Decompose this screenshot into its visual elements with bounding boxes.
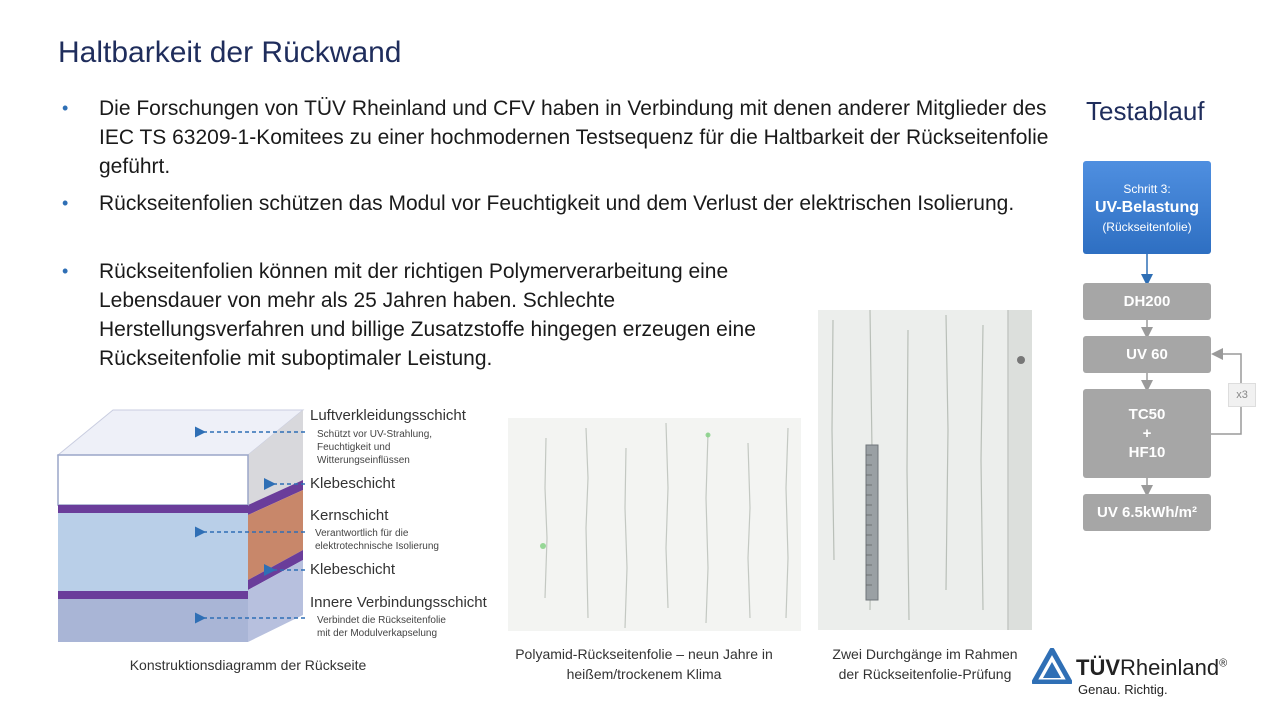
frame-hole — [1017, 356, 1025, 364]
photo1-caption — [496, 644, 792, 684]
flow-step-uv65: UV 6.5kWh/m² — [1083, 494, 1211, 531]
layer-desc-outer — [317, 428, 432, 467]
layer-desc-inner — [317, 614, 446, 640]
brand-bold: TÜV — [1076, 655, 1120, 680]
registered-mark: ® — [1219, 657, 1228, 670]
photo-background — [818, 310, 1032, 630]
photo2-caption — [808, 644, 1042, 684]
photo-background — [508, 418, 801, 631]
desc-line: mit der Modulverkapselung — [317, 628, 438, 639]
tuv-brand-name — [1076, 655, 1227, 681]
desc-line: Witterungseinflüssen — [317, 455, 410, 466]
bullet-dot: • — [62, 193, 69, 213]
caption-line: Zwei Durchgänge im Rahmen — [832, 646, 1018, 662]
layer-label-adhesive-1: Klebeschicht — [310, 475, 396, 492]
layer-label-inner: Innere Verbindungsschicht — [310, 594, 487, 611]
flow-step-dh200: DH200 — [1083, 283, 1211, 320]
desc-line: elektrotechnische Isolierung — [315, 541, 439, 552]
caption-line: Polyamid-Rückseitenfolie – neun Jahre in — [515, 646, 773, 662]
bullet-dot: • — [62, 261, 69, 281]
step-line: TC50 — [1128, 406, 1166, 423]
flow-title: Testablauf — [1086, 96, 1205, 126]
slide-title: Haltbarkeit der Rückwand — [58, 36, 402, 69]
bullet-dot: • — [62, 98, 69, 118]
flow-step-uv60: UV 60 — [1083, 336, 1211, 373]
diagram-caption: Konstruktionsdiagramm der Rückseite — [129, 657, 367, 673]
step-label: Schritt 3: — [1123, 181, 1171, 196]
step-title: UV-Belastung — [1094, 198, 1199, 216]
desc-line: Verantwortlich für die — [315, 528, 409, 539]
step-line: + — [1142, 425, 1152, 442]
layer-label-outer: Luftverkleidungsschicht — [310, 407, 466, 424]
photo-polyamide-backsheet — [508, 418, 801, 631]
layer-desc-core — [315, 527, 439, 553]
photo-backsheet-test — [818, 310, 1032, 630]
tuv-triangle-logo-icon — [1032, 648, 1072, 684]
bullet-text: Die Forschungen von TÜV Rheinland und CFV haben in Verbindung mit denen anderer Mitglieder des IEC TS 63209-1-Komitees zu einer hochmodernen Testsequenz für die Haltbarkeit der Rückseitenfolie geführt. — [99, 97, 1049, 178]
caption-line: der Rückseitenfolie-Prüfung — [838, 666, 1012, 682]
flow-step-uv-exposure — [1083, 161, 1211, 254]
layer-arrows — [195, 420, 315, 630]
green-spot — [540, 543, 546, 549]
desc-line: Feuchtigkeit und — [317, 442, 391, 453]
ruler — [866, 445, 878, 600]
flow-step-tc50-hf10 — [1083, 389, 1211, 478]
green-spot — [706, 433, 711, 438]
tuv-slogan: Genau. Richtig. — [1078, 682, 1168, 697]
loop-count-badge: x3 — [1228, 383, 1256, 407]
bullet-text: Rückseitenfolien können mit der richtigen Polymerverarbeitung eine Lebensdauer von mehr als 25 Jahren haben. Schlechte Herstellungsverfahren und billige Zusatzstoffe hingegen erzeugen eine Rückseitenfolie mit suboptimaler Leistung. — [99, 260, 756, 370]
step-sub: (Rückseitenfolie) — [1102, 219, 1192, 234]
desc-line: Schützt vor UV-Strahlung, — [317, 429, 433, 440]
step-line: HF10 — [1128, 444, 1166, 461]
caption-line: heißem/trockenem Klima — [566, 666, 722, 682]
desc-line: Verbindet die Rückseitenfolie — [317, 615, 446, 626]
layer-label-adhesive-2: Klebeschicht — [310, 561, 396, 578]
brand-regular: Rheinland — [1120, 655, 1220, 680]
layer-label-core: Kernschicht — [310, 507, 389, 524]
bullet-text: Rückseitenfolien schützen das Modul vor Feuchtigkeit und dem Verlust der elektrischen Isolierung. — [99, 192, 1015, 215]
